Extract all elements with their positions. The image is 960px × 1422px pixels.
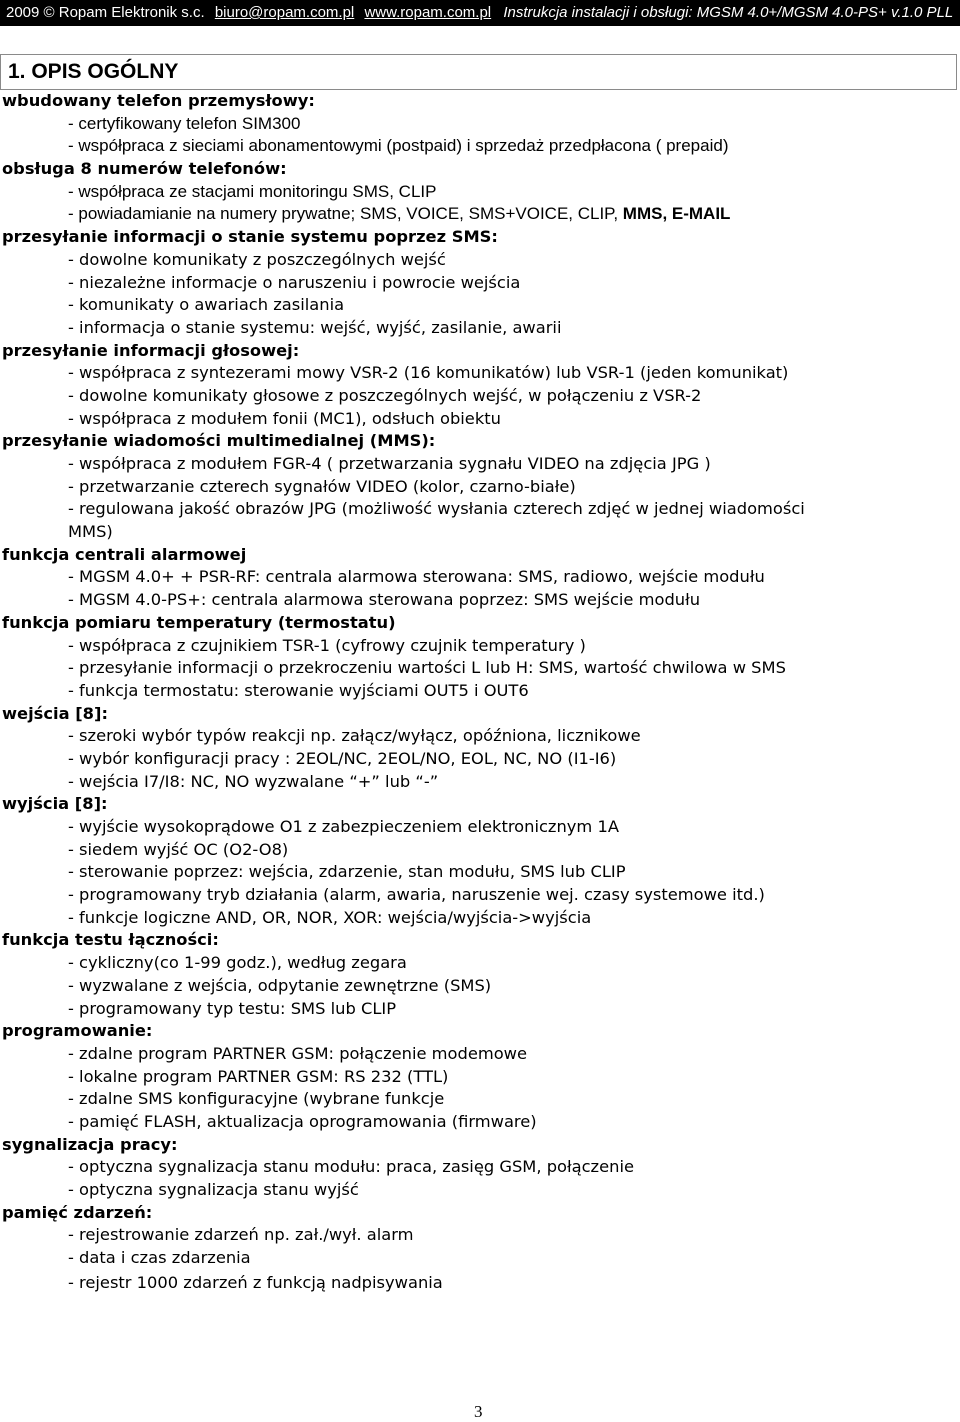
item-text: - komunikaty o awariach zasilania [68,295,345,315]
item-text: - wyzwalane z wejścia, odpytanie zewnętrzne (SMS) [68,975,492,995]
list-item [0,1156,960,1179]
list-item [0,1066,960,1089]
item-text: - programowany typ testu: SMS lub CLIP [68,998,397,1018]
section-heading [0,226,960,249]
list-item [0,1111,960,1134]
item-text: - przetwarzanie czterech sygnałów VIDEO (kolor, czarno-białe) [68,476,576,496]
heading-text: obsługa 8 numerów telefonów: [2,159,287,179]
list-item [0,362,960,385]
heading-text: pamięć zdarzeń: [2,1202,153,1222]
list-item [0,884,960,907]
list-item [0,1088,960,1111]
list-item [0,680,960,703]
section-heading [0,612,960,635]
list-item [0,839,960,862]
item-text: - regulowana jakość obrazów JPG (możliwość wysłania czterech zdjęć w jednej wiadomości [68,499,805,519]
item-text: - MGSM 4.0-PS+: centrala alarmowa sterowana poprzez: SMS wejście modułu [68,590,701,610]
list-item [0,907,960,930]
section-heading [0,1020,960,1043]
list-item [0,476,960,499]
item-text: - współpraca z modułem fonii (MC1), odsłuch obiektu [68,408,501,428]
item-text: - współpraca z sieciami abonamentowymi (postpaid) i sprzedaż przedpłacona ( prepaid) [68,136,729,156]
list-item [0,952,960,975]
item-text: - siedem wyjść OC (O2-O8) [68,839,289,859]
item-text: - optyczna sygnalizacja stanu modułu: praca, zasięg GSM, połączenie [68,1157,634,1177]
item-text: - sterowanie poprzez: wejścia, zdarzenie, stan modułu, SMS lub CLIP [68,862,626,882]
list-item [0,453,960,476]
list-item [0,294,960,317]
section-heading [0,340,960,363]
list-item [0,135,960,158]
item-text: - dowolne komunikaty głosowe z poszczególnych wejść, w połączeniu z VSR-2 [68,385,702,405]
list-item [0,1270,960,1296]
item-text: - rejestr 1000 zdarzeń z funkcją nadpisywania [68,1272,443,1292]
item-text: - informacja o stanie systemu: wejść, wyjść, zasilanie, awarii [68,317,562,337]
list-item [0,317,960,340]
header-doc-title: Instrukcja instalacji i obsługi: MGSM 4.0+/MGSM 4.0-PS+ v.1.0 PLL [503,4,954,21]
item-text: - pamięć FLASH, aktualizacja oprogramowania (firmware) [68,1111,537,1131]
item-text: - MGSM 4.0+ + PSR-RF: centrala alarmowa sterowana: SMS, radiowo, wejście modułu [68,567,765,587]
item-bold-text: MMS, E-MAIL [618,204,731,224]
list-item [0,748,960,771]
list-item [0,249,960,272]
section-title: 1. OPIS OGÓLNY [8,60,179,83]
page-number: 3 [474,1402,483,1421]
heading-text: funkcja testu łączności: [2,930,219,950]
section-heading [0,703,960,726]
heading-text: przesyłanie informacji głosowej: [2,340,300,360]
page-header [0,0,960,26]
item-text: - wybór konfiguracji pracy : 2EOL/NC, 2EOL/NO, EOL, NC, NO (I1-I6) [68,748,617,768]
heading-text: wbudowany telefon przemysłowy: [2,91,315,110]
list-item [0,408,960,431]
list-item [0,1247,960,1270]
item-text: - cykliczny(co 1-99 godz.), według zegara [68,953,407,973]
item-text: - zdalne program PARTNER GSM: połączenie modemowe [68,1043,527,1063]
item-text: - współpraca z syntezerami mowy VSR-2 (16 komunikatów) lub VSR-1 (jeden komunikat) [68,363,789,383]
heading-text: sygnalizacja pracy: [2,1134,178,1154]
list-item [0,385,960,408]
list-item [0,498,960,521]
heading-text: przesyłanie wiadomości multimedialnej (MMS): [2,431,436,451]
section-heading [0,430,960,453]
list-item [0,975,960,998]
heading-text: przesyłanie informacji o stanie systemu poprzez SMS: [2,227,498,247]
section-heading [0,158,960,181]
list-item [0,635,960,658]
list-item [0,521,960,544]
item-text: - zdalne SMS konfiguracyjne (wybrane funkcje [68,1089,445,1109]
list-item [0,998,960,1021]
section-heading [0,929,960,952]
section-heading [0,90,960,113]
item-text: - optyczna sygnalizacja stanu wyjść [68,1180,359,1199]
item-text: - współpraca z czujnikiem TSR-1 (cyfrowy czujnik temperatury ) [68,635,586,655]
item-text: - data i czas zdarzenia [68,1248,251,1268]
list-item [0,203,960,226]
list-item [0,771,960,794]
list-item [0,861,960,884]
item-text: - funkcja termostatu: sterowanie wyjściami OUT5 i OUT6 [68,680,529,700]
item-text: - wejścia I7/I8: NC, NO wyzwalane “+” lub “-” [68,771,439,791]
list-item [0,657,960,680]
item-text: - lokalne program PARTNER GSM: RS 232 (TTL) [68,1066,449,1086]
item-text: - niezależne informacje o naruszeniu i powrocie wejścia [68,272,521,292]
heading-text: wejścia [8]: [2,703,108,723]
section-heading [0,793,960,816]
item-text: - współpraca z modułem FGR-4 ( przetwarzania sygnału VIDEO na zdjęcia JPG ) [68,454,711,473]
item-text: MMS) [68,522,113,542]
item-text: - certyfikowany telefon SIM300 [68,113,301,133]
header-email-link[interactable]: biuro@ropam.com.pl [214,4,355,21]
item-text: - wyjście wysokoprądowe O1 z zabezpieczeniem elektronicznym 1A [68,817,619,836]
document-body [0,90,960,1296]
heading-text: wyjścia [8]: [2,794,108,814]
item-text: - szeroki wybór typów reakcji np. załącz/wyłącz, opóźniona, licznikowe [68,726,641,746]
item-text: - przesyłanie informacji o przekroczeniu wartości L lub H: SMS, wartość chwilowa w SMS [68,658,786,678]
item-text: - dowolne komunikaty z poszczególnych wejść [68,249,446,269]
list-item [0,566,960,589]
list-item [0,1179,960,1202]
list-item [0,272,960,295]
list-item [0,725,960,748]
item-text: - programowany tryb działania (alarm, awaria, naruszenie wej. czasy systemowe itd.) [68,885,765,905]
list-item [0,589,960,612]
section-heading [0,1202,960,1225]
item-text: - rejestrowanie zdarzeń np. zał./wył. alarm [68,1225,414,1245]
header-website-link[interactable]: www.ropam.com.pl [364,4,492,21]
item-text: - współpraca ze stacjami monitoringu SMS, CLIP [68,181,437,201]
list-item [0,181,960,204]
section-heading [0,1134,960,1157]
heading-text: funkcja centrali alarmowej [2,544,247,564]
header-copyright: 2009 © Ropam Elektronik s.c. [6,4,205,21]
section-heading [0,544,960,567]
heading-text: funkcja pomiaru temperatury (termostatu) [2,612,396,632]
item-text: - powiadamianie na numery prywatne; SMS, VOICE, SMS+VOICE, CLIP, [68,204,619,224]
heading-text: programowanie: [2,1021,153,1041]
list-item [0,113,960,136]
list-item [0,1224,960,1247]
list-item [0,816,960,839]
item-text: - funkcje logiczne AND, OR, NOR, XOR: wejścia/wyjścia->wyjścia [68,907,592,927]
list-item [0,1043,960,1066]
